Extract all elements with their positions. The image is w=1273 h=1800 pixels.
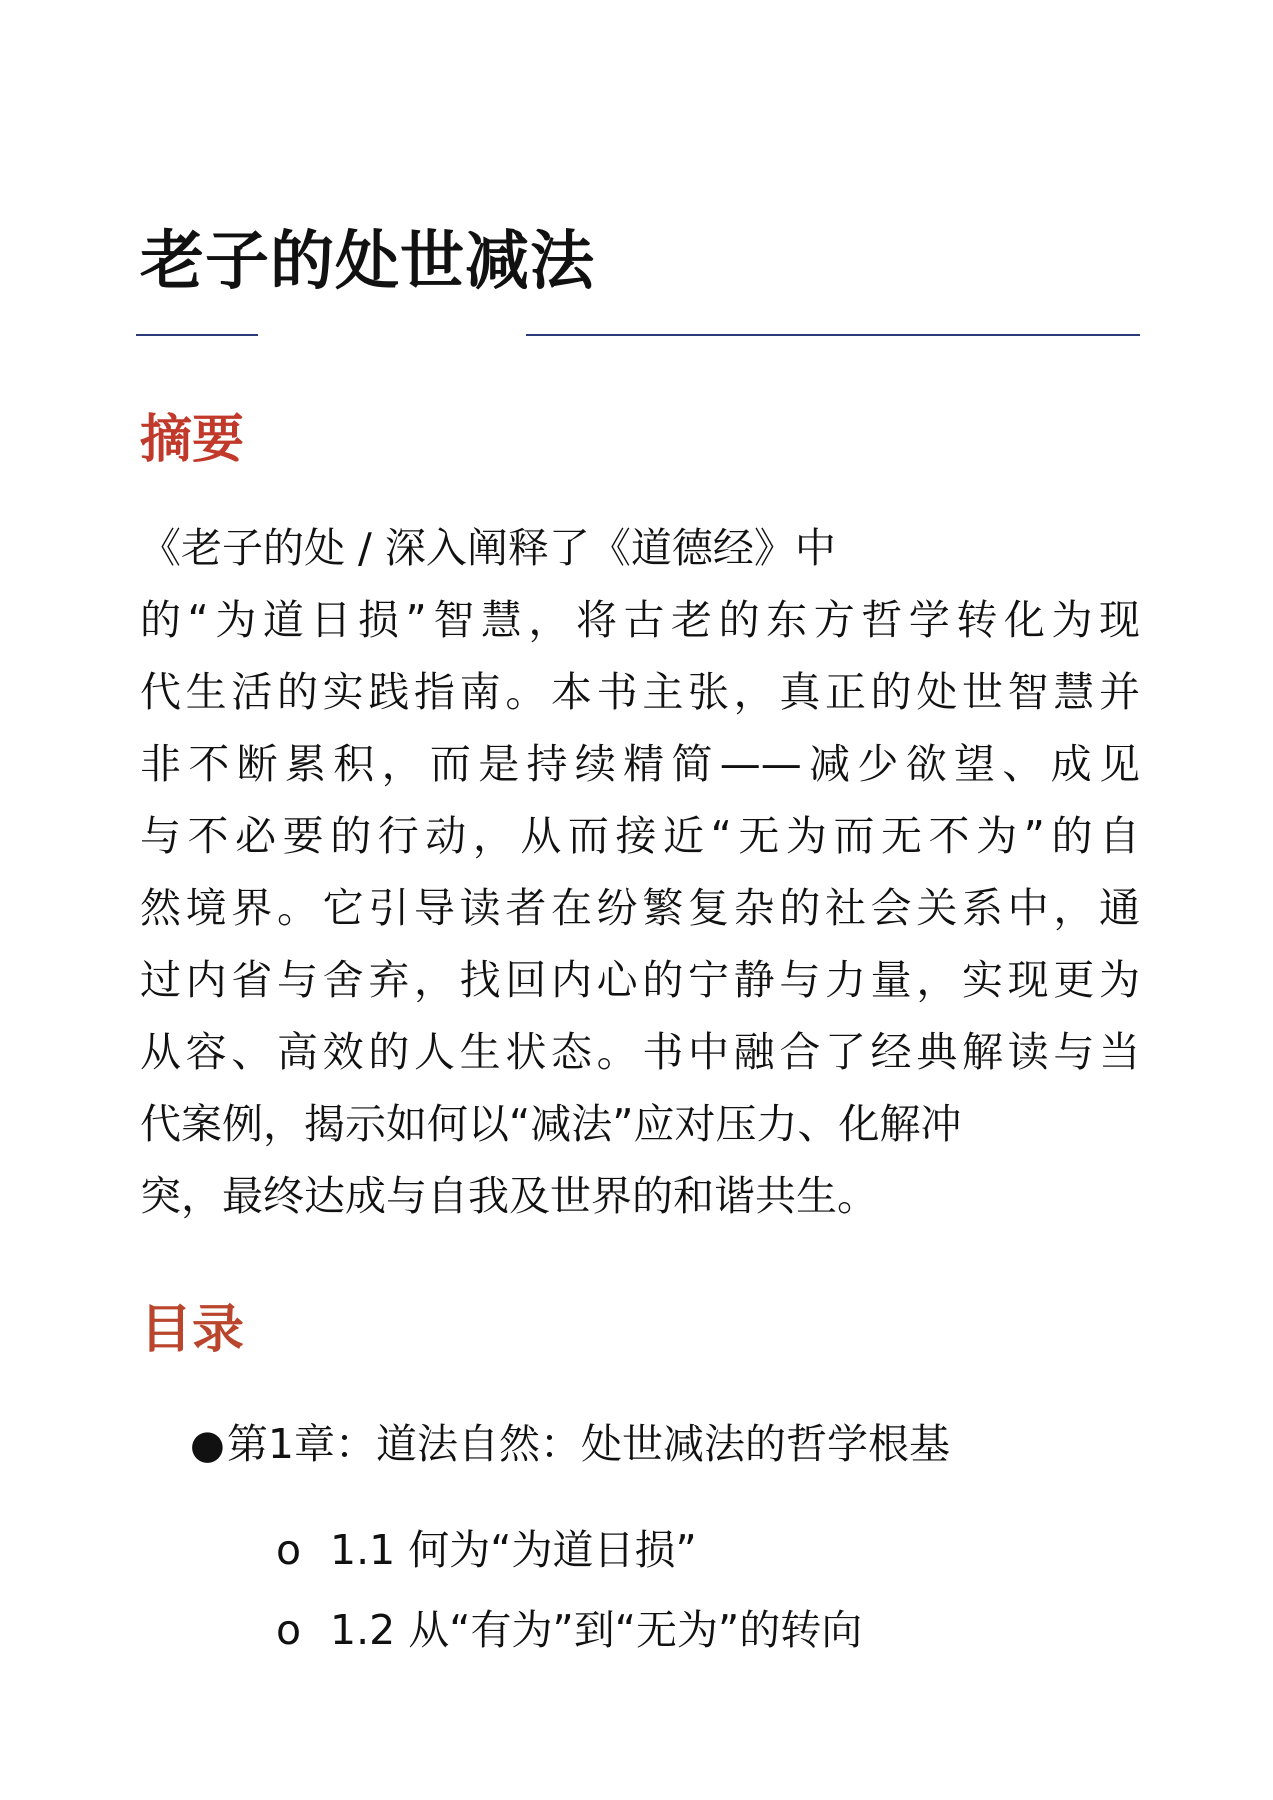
toc-chapter-label: 第1章：道法自然：处世减法的哲学根基 (226, 1420, 950, 1468)
bullet-icon: ● (190, 1422, 225, 1468)
title-divider-left (136, 334, 258, 336)
abstract-line-1 (140, 512, 1140, 584)
toc-section-list (276, 1510, 862, 1670)
abstract-line: 突，最终达成与自我及世界的和谐共生。 (140, 1172, 878, 1220)
abstract-line-1-part2: 深入阐释了《道德经》中 (384, 524, 836, 572)
abstract-line: 与不必要的行动，从而接近“无为而无不为”的自 (140, 812, 1140, 860)
abstract-line-1-part1: 《老子的处 (140, 524, 345, 572)
abstract-line: 然境界。它引导读者在纷繁复杂的社会关系中，通 (140, 884, 1140, 932)
abstract-line: 的“为道日损”智慧，将古老的东方哲学转化为现 (140, 596, 1140, 644)
abstract-line: 从容、高效的人生状态。书中融合了经典解读与当 (140, 1028, 1140, 1076)
sub-bullet-icon: o (276, 1606, 302, 1654)
toc-section-label: 1.1 何为“为道日损” (330, 1526, 697, 1574)
abstract-line: 代案例，揭示如何以“减法”应对压力、化解冲 (140, 1100, 962, 1148)
title-divider-right (526, 334, 1140, 336)
toc-section-label: 1.2 从“有为”到“无为”的转向 (330, 1606, 863, 1654)
abstract-line: 非不断累积，而是持续精简——减少欲望、成见 (140, 740, 1140, 788)
toc-section-item[interactable] (276, 1510, 862, 1590)
book-title: 老子的处世减法 (140, 225, 595, 299)
abstract-line: 过内省与舍弃，找回内心的宁静与力量，实现更为 (140, 956, 1140, 1004)
abstract-heading: 摘要 (140, 410, 245, 470)
sub-bullet-icon: o (276, 1526, 302, 1574)
abstract-body (140, 512, 1140, 1232)
abstract-line: 代生活的实践指南。本书主张，真正的处世智慧并 (140, 668, 1140, 716)
toc-chapter-list (190, 1408, 950, 1481)
toc-section-item[interactable] (276, 1590, 862, 1670)
toc-chapter-item[interactable] (190, 1408, 950, 1481)
toc-heading: 目录 (140, 1300, 245, 1360)
abstract-line-1-slash: / (358, 524, 372, 572)
